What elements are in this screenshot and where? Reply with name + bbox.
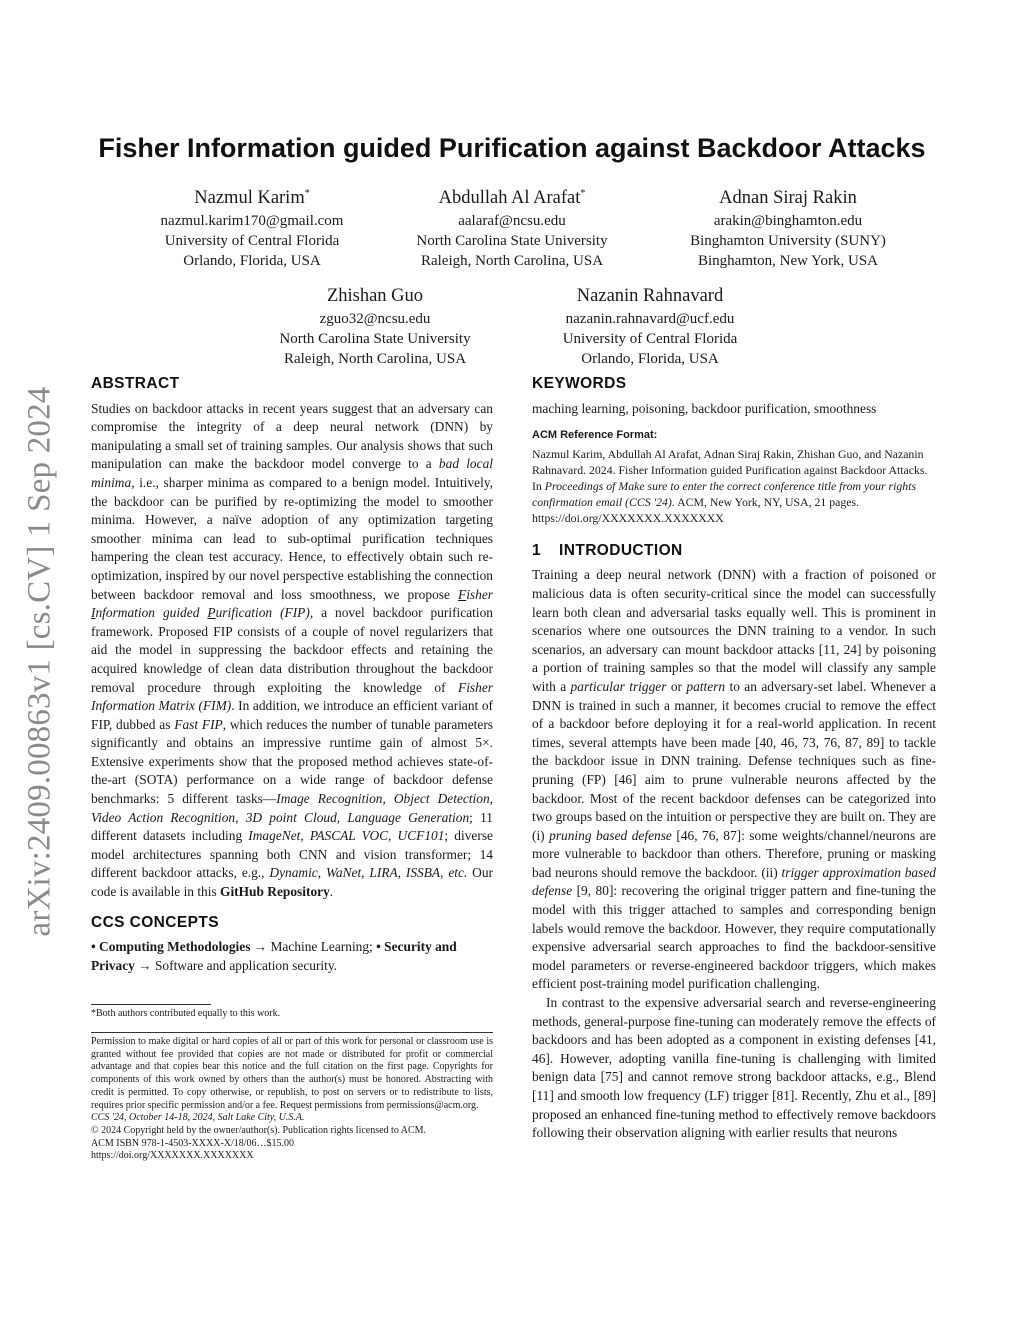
author-name: Nazmul Karim*	[194, 188, 310, 209]
copyright-notice: © 2024 Copyright held by the owner/author(s). Publication rights licensed to ACM.	[91, 1124, 427, 1136]
footnote-divider	[91, 1004, 211, 1005]
reference-format-text: Nazmul Karim, Abdullah Al Arafat, Adnan Siraj Rakin, Zhishan Guo, and Nazanin Rahnavard. 2024. Fisher Information guided Purification against Backdoor Attacks. In Proceedings of Make sure to enter the correct conference title from your rights confirmation email (CCS '24). ACM, New York, NY, USA, 21 pages. https://doi.org/XXXXXXX.XXXXXXX	[532, 446, 928, 525]
right-column	[532, 375, 936, 1143]
author-affiliation: University of Central Florida	[164, 233, 340, 250]
introduction-heading: 1 INTRODUCTION	[532, 541, 683, 559]
arxiv-identifier[interactable]: arXiv:2409.00863v1 [cs.CV] 1 Sep 2024	[21, 385, 58, 937]
keywords-heading: KEYWORDS	[532, 375, 627, 392]
permission-block	[91, 1036, 493, 1163]
github-repository-link[interactable]: GitHub Repository	[220, 884, 330, 900]
author-block	[648, 182, 928, 271]
author-location: Raleigh, North Carolina, USA	[283, 351, 467, 368]
author-email[interactable]: nazanin.rahnavard@ucf.edu	[565, 311, 735, 328]
author-email[interactable]: zguo32@ncsu.edu	[319, 311, 431, 328]
permission-text: Permission to make digital or hard copies of all or part of this work for personal or classroom use is granted without fee provided that copies are not made or distributed for profit or commercial advantage and that copies bear this notice and the full citation on the first page. Copyrights for components of this work owned by others than the author(s) must be honored. Abstracting with credit is permitted. To copy otherwise, or republish, to post on servers or to redistribute to lists, requires prior specific permission and/or a fee. Request permissions from permissions@acm.org.	[91, 1036, 493, 1111]
author-email[interactable]: nazmul.karim170@gmail.com	[160, 213, 344, 230]
author-name: Zhishan Guo	[326, 286, 424, 307]
author-name: Adnan Siraj Rakin	[719, 188, 857, 209]
abstract-heading: ABSTRACT	[91, 375, 180, 392]
author-name: Abdullah Al Arafat*	[438, 188, 586, 209]
author-location: Orlando, Florida, USA	[183, 253, 321, 270]
ccs-text: • Computing Methodologies → Machine Learning; • Security and Privacy → Software and application security.	[91, 939, 457, 973]
reference-format-heading: ACM Reference Format:	[532, 429, 658, 442]
author-block	[235, 280, 515, 369]
isbn: ACM ISBN 978-1-4503-XXXX-X/18/06…$15.00	[91, 1137, 295, 1149]
author-affiliation: North Carolina State University	[279, 331, 471, 348]
author-location: Raleigh, North Carolina, USA	[420, 253, 604, 270]
doi-link[interactable]: https://doi.org/XXXXXXX.XXXXXXX	[91, 1150, 254, 1162]
equal-contribution-footnote: *Both authors contributed equally to this work.	[91, 1008, 281, 1019]
author-block	[510, 280, 790, 369]
author-location: Binghamton, New York, USA	[697, 253, 878, 270]
keywords-text: maching learning, poisoning, backdoor purification, smoothness	[532, 400, 877, 416]
author-block	[372, 182, 652, 271]
author-affiliation: North Carolina State University	[416, 233, 608, 250]
author-email[interactable]: arakin@binghamton.edu	[713, 213, 863, 230]
ccs-heading: CCS CONCEPTS	[91, 913, 219, 931]
permission-divider	[91, 1032, 493, 1033]
paper-title: Fisher Information guided Purification against Backdoor Attacks	[98, 133, 926, 163]
introduction-paragraph: In contrast to the expensive adversarial search and reverse-engineering methods, general-purpose fine-tuning can moderately remove the effects of backdoors and has been adopted as a component in existing defenses [41, 46]. However, adopting vanilla fine-tuning is challenging with limited benign data [75] and cannot remove strong backdoor attacks, e.g., Blend [11] and smooth low frequency (LF) trigger [81]. Recently, Zhu et al., [89] proposed an enhanced fine-tuning method to effectively remove backdoors following their observation aligning with earlier results that neurons	[532, 995, 936, 1141]
conference-info: CCS '24, October 14-18, 2024, Salt Lake City, U.S.A.	[91, 1112, 305, 1124]
author-name: Nazanin Rahnavard	[576, 286, 724, 307]
abstract-text: Studies on backdoor attacks in recent years suggest that an adversary can compromise the integrity of a deep neural network (DNN) by manipulating a small set of training samples. Our analysis shows that such manipulation can make the backdoor model converge to a bad local minima, i.e., sharper minima as compared to a benign model. Intuitively, the backdoor can be purified by re-optimizing the model to smoother minima. However, a naïve adoption of any optimization targeting smoother minima can lead to sub-optimal purification techniques hampering the clean test accuracy. Hence, to effectively obtain such re-optimization, inspired by our novel perspective establishing the connection between backdoor removal and loss smoothness, we propose Fisher Information guided Purification (FIP), a novel backdoor purification framework. Proposed FIP consists of a couple of novel regularizers that aid the model in suppressing the backdoor effects and retaining the acquired knowledge of clean data distribution throughout the backdoor removal procedure through exploiting the knowledge of Fisher Information Matrix (FIM). In addition, we introduce an efficient variant of FIP, dubbed as Fast FIP, which reduces the number of tunable parameters significantly and obtains an impressive runtime gain of almost 5×. Extensive experiments show that the proposed method achieves state-of-the-art (SOTA) performance on a wide range of backdoor defense benchmarks: 5 different tasks—Image Recognition, Object Detection, Video Action Recognition, 3D point Cloud, Language Generation; 11 different datasets including ImageNet, PASCAL VOC, UCF101; diverse model architectures spanning both CNN and vision transformer; 14 different backdoor attacks, e.g., Dynamic, WaNet, LIRA, ISSBA, etc. Our code is available in this GitHub Repository.	[91, 400, 494, 900]
author-affiliation: University of Central Florida	[562, 331, 738, 348]
introduction-paragraph: Training a deep neural network (DNN) with a fraction of poisoned or malicious data is often security-critical since the model can successfully learn both clean and adversarial tasks equally well. This is prominent in scenarios where one outsources the DNN training to a vendor. In such scenarios, an adversary can mount backdoor attacks [11, 24] by poisoning a portion of training samples so that the model will classify any sample with a particular trigger or pattern to an adversary-set label. Whenever a DNN is trained in such a manner, it becomes crucial to remove the effect of a backdoor before deploying it for a real-world application. In recent times, several attempts have been made [40, 46, 73, 76, 87, 89] to tackle the backdoor issue in DNN training. Defense techniques such as fine-pruning (FP) [46] aim to prune vulnerable neurons affected by the backdoor. Most of the recent backdoor defenses can be categorized into two groups based on the intuition or perspective they are built on. They are (i) pruning based defense [46, 76, 87]: some weights/channel/neurons are more vulnerable to backdoor than others. Therefore, pruning or masking bad neurons should remove the backdoor. (ii) trigger approximation based defense [9, 80]: recovering the original trigger pattern and fine-tuning the model with this trigger attached to samples and corresponding benign labels would remove the backdoor. However, they require computationally expensive adversarial search approaches to find the backdoor-sensitive model parameters or reverse-engineered backdoor triggers, which makes efficient post-training model purification challenging.	[532, 567, 936, 992]
author-block	[112, 182, 392, 271]
author-email[interactable]: aalaraf@ncsu.edu	[458, 213, 566, 230]
left-column	[91, 375, 493, 975]
author-affiliation: Binghamton University (SUNY)	[690, 233, 886, 250]
arxiv-stamp	[14, 362, 66, 960]
author-location: Orlando, Florida, USA	[581, 351, 719, 368]
